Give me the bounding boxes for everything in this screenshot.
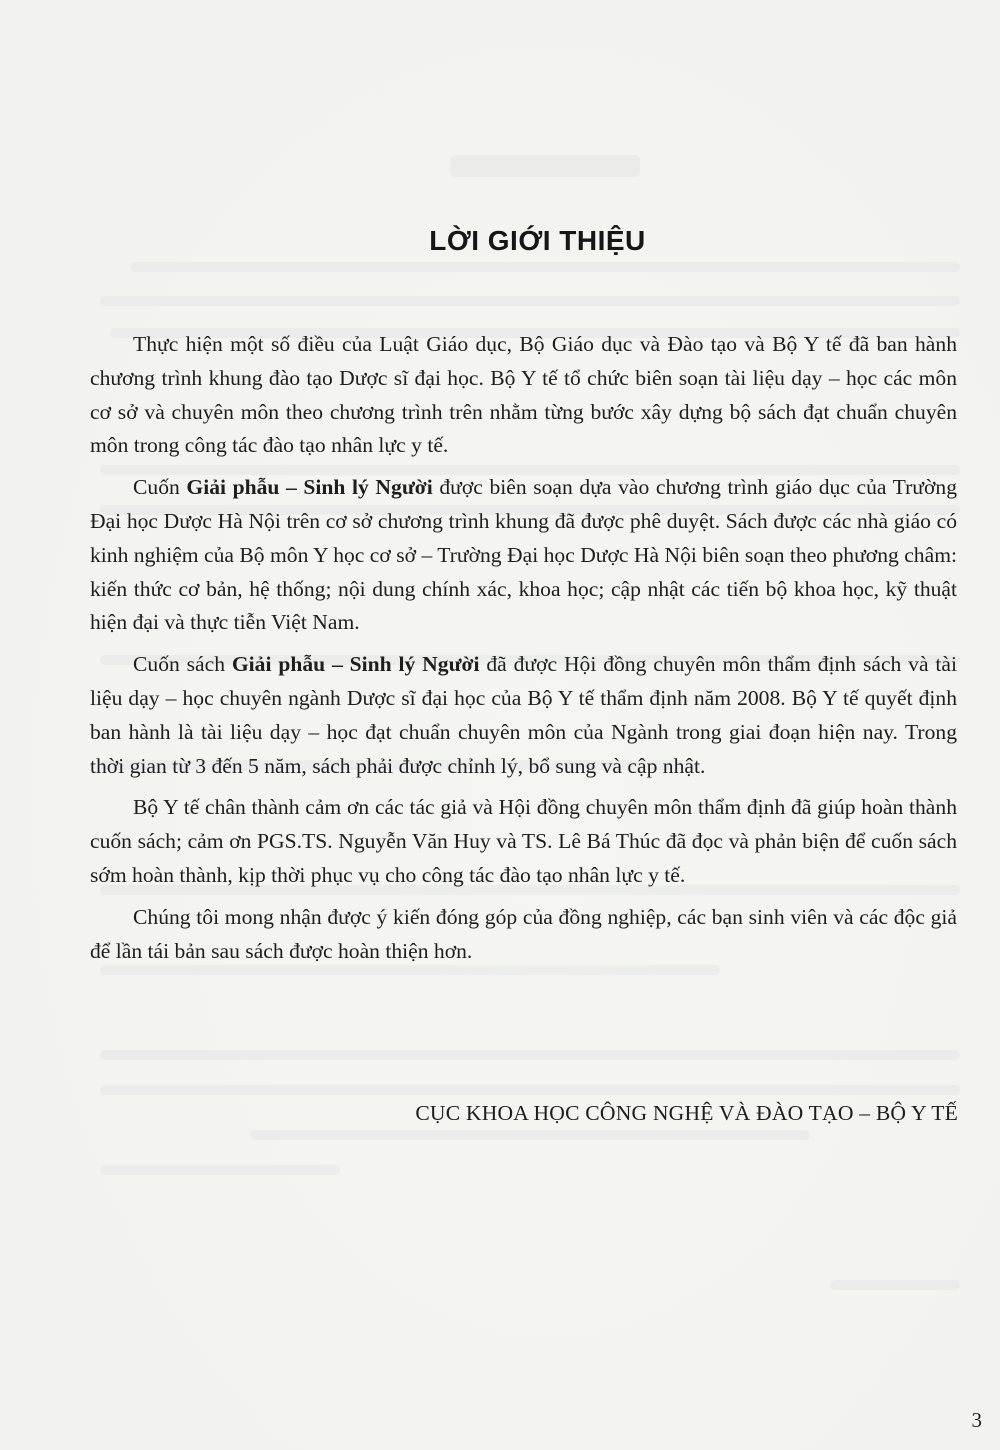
paragraph-text: đã được Hội đồng chuyên môn thẩm định sách và tài liệu dạy – học chuyên ngành Dược sĩ đại học của Bộ Y tế thẩm định năm 2008. Bộ Y tế quyết định ban hành là tài liệu dạy – học đạt chuẩn chuyên môn của Ngành trong giai đoạn hiện nay. Trong thời gian từ 3 đến 5 năm, sách phải được chỉnh lý, bổ sung và cập nhật.: [90, 652, 957, 778]
book-title-emphasis: Giải phẫu – Sinh lý Người: [231, 652, 480, 677]
paragraph-text: Cuốn: [133, 475, 187, 500]
paragraph-text: được biên soạn dựa vào chương trình giáo dục của Trường Đại học Dược Hà Nội trên cơ sở chương trình khung đã được phê duyệt. Sách được các nhà giáo có kinh nghiệm của Bộ môn Y học cơ sở – Trường Đại học Dược Hà Nội biên soạn theo phương châm: kiến thức cơ bản, hệ thống; nội dung chính xác, khoa học; cập nhật các tiến bộ khoa học, kỹ thuật hiện đại và thực tiễn Việt Nam.: [90, 475, 958, 635]
book-title-emphasis: Giải phẫu – Sinh lý Người: [186, 475, 433, 500]
page-number: 3: [971, 1408, 982, 1432]
paragraph: [90, 901, 957, 969]
paragraph: [90, 328, 957, 463]
paragraph: [90, 791, 957, 892]
paragraph: [90, 648, 957, 783]
signature: CỤC KHOA HỌC CÔNG NGHỆ VÀ ĐÀO TẠO – BỘ Y TẾ: [415, 1101, 958, 1125]
paragraph-text: Cuốn sách: [133, 652, 232, 677]
paragraph-text: Bộ Y tế chân thành cảm ơn các tác giả và Hội đồng chuyên môn thẩm định đã giúp hoàn thành cuốn sách; cảm ơn PGS.TS. Nguyễn Văn Huy và TS. Lê Bá Thúc đã đọc và phản biện để cuốn sách sớm hoàn thành, kịp thời phục vụ cho công tác đào tạo nhân lực y tế.: [90, 795, 957, 887]
page-title: LỜI GIỚI THIỆU: [429, 224, 646, 256]
paragraph-text: Chúng tôi mong nhận được ý kiến đóng góp của đồng nghiệp, các bạn sinh viên và các độc giả để lần tái bản sau sách được hoàn thiện hơn.: [90, 904, 957, 963]
document-body: [90, 328, 957, 976]
paragraph-text: Thực hiện một số điều của Luật Giáo dục, Bộ Giáo dục và Đào tạo và Bộ Y tế đã ban hành chương trình khung đào tạo Dược sĩ đại học. Bộ Y tế tổ chức biên soạn tài liệu dạy – học các môn cơ sở và chuyên môn theo chương trình trên nhằm từng bước xây dựng bộ sách đạt chuẩn chuyên môn trong công tác đào tạo nhân lực y tế.: [90, 332, 957, 458]
paragraph: [90, 471, 957, 640]
